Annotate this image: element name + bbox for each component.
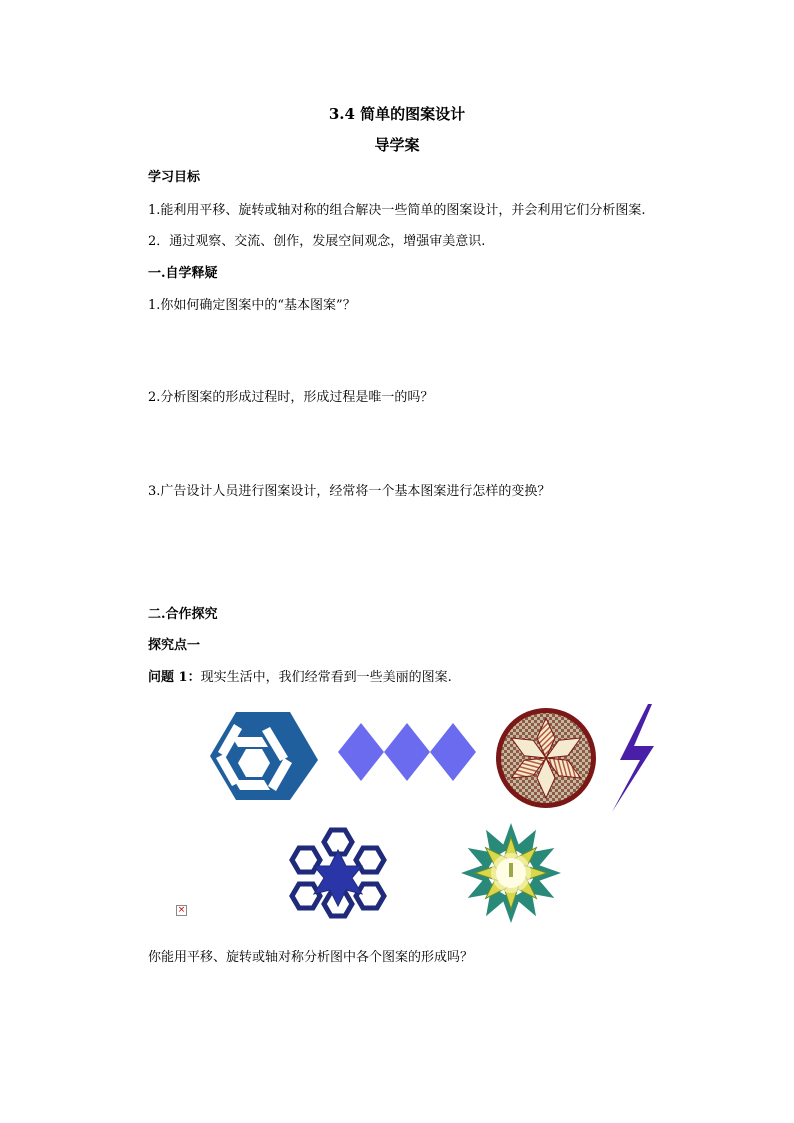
section-heading-2: 二.合作探究 (148, 607, 218, 622)
page-title: 3.4 简单的图案设计 (328, 105, 466, 123)
broken-image-icon: × (177, 905, 186, 915)
explore-heading: 探究点一 (148, 638, 201, 653)
problem-1 (148, 666, 452, 685)
three-diamonds-pattern (338, 723, 476, 781)
lightning-bolt-pattern (612, 704, 654, 812)
section-heading-1: 一.自学释疑 (148, 266, 218, 281)
goal-2: 2．通过观察、交流、创作，发展空间观念，增强审美意识. (148, 234, 486, 249)
problem-label: 问题 1： (148, 670, 201, 685)
question-3: 3.广告设计人员进行图案设计，经常将一个基本图案进行怎样的变换？ (148, 484, 551, 499)
hexagon-swirl-pattern (210, 712, 318, 800)
goals-heading: 学习目标 (148, 170, 201, 185)
final-question: 你能用平移、旋转或轴对称分析图中各个图案的形成吗？ (148, 950, 474, 965)
question-1: 1.你如何确定图案中的“基本图案”？ (148, 298, 356, 313)
star-medallion-pattern (496, 708, 596, 808)
problem-text: 现实生活中，我们经常看到一些美丽的图案. (200, 670, 452, 685)
question-2: 2.分析图案的形成过程时，形成过程是唯一的吗？ (148, 390, 434, 405)
goal-1: 1.能利用平移、旋转或轴对称的组合解决一些简单的图案设计，并会利用它们分析图案. (148, 203, 646, 218)
hexagon-ring-pattern (292, 830, 384, 916)
flower-pattern (461, 823, 561, 923)
page-subtitle: 导学案 (374, 136, 420, 154)
hexagon-star-center (314, 850, 362, 906)
